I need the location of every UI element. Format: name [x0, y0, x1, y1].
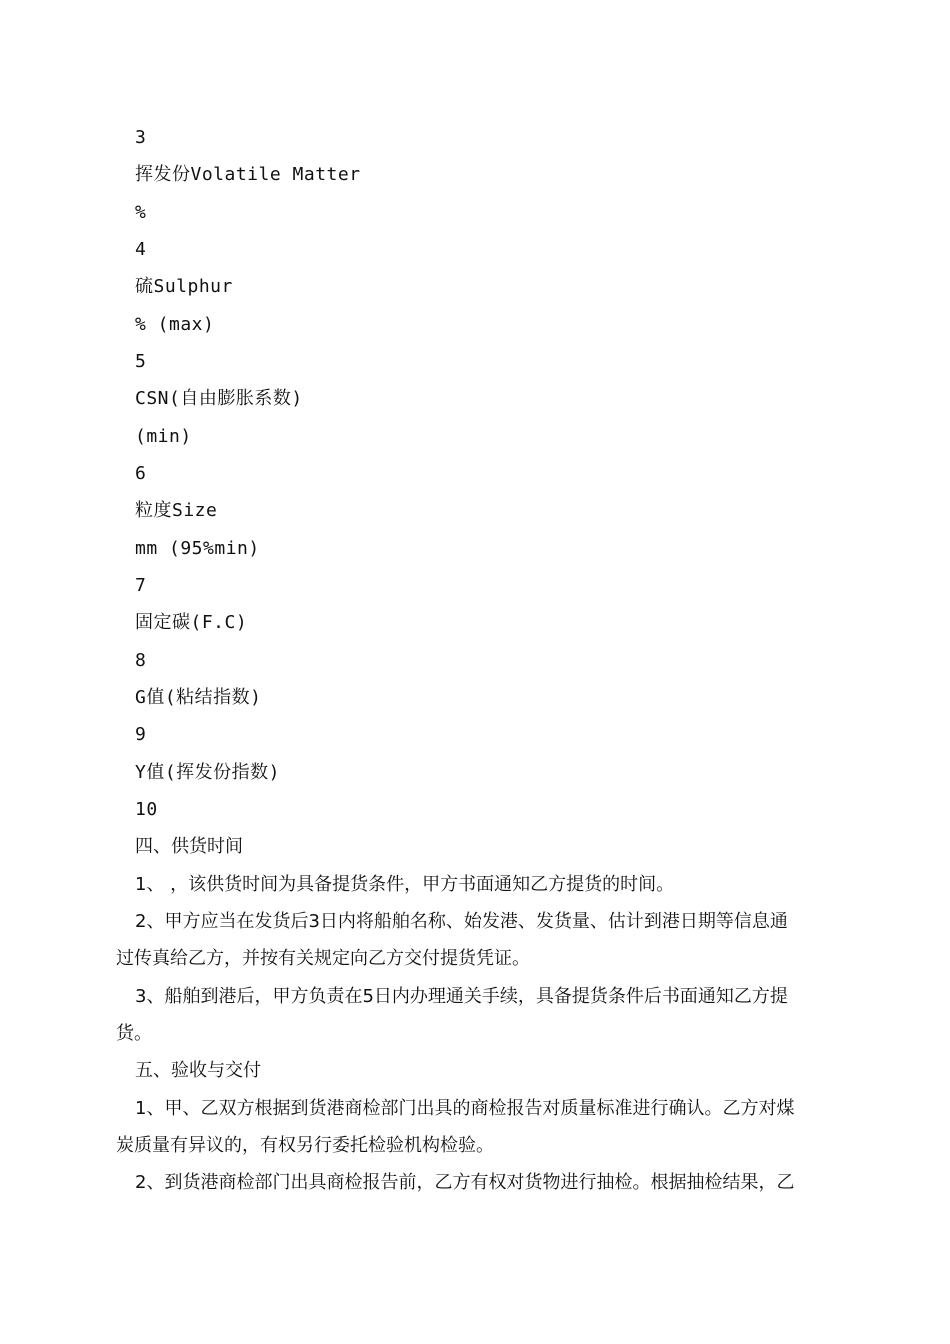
item-label: CSN(自由膨胀系数) — [135, 388, 303, 409]
paragraph-line: 2、甲方应当在发货后3日内将船舶名称、始发港、发货量、估计到港日期等信息通 — [135, 911, 788, 932]
item-label: 挥发份Volatile Matter — [135, 164, 361, 185]
item-number: 6 — [135, 463, 147, 484]
paragraph-line: 3、船舶到港后，甲方负责在5日内办理通关手续，具备提货条件后书面通知乙方提 — [135, 986, 788, 1007]
section-heading: 四、供货时间 — [135, 836, 243, 857]
paragraph-line: 1、甲、乙双方根据到货港商检部门出具的商检报告对质量标准进行确认。乙方对煤 — [135, 1098, 795, 1119]
item-number: 8 — [135, 650, 147, 671]
paragraph-line: 1、 ，该供货时间为具备提货条件，甲方书面通知乙方提货的时间。 — [135, 874, 675, 895]
item-label: 固定碳(F.C) — [135, 612, 248, 633]
item-number: 5 — [135, 351, 147, 372]
item-number: 3 — [135, 127, 147, 148]
item-label: Y值(挥发份指数) — [135, 762, 281, 783]
item-unit: mm (95%min) — [135, 538, 260, 559]
item-unit: % — [135, 202, 147, 223]
paragraph-line: 炭质量有异议的，有权另行委托检验机构检验。 — [116, 1135, 494, 1156]
item-number: 9 — [135, 724, 147, 745]
item-number: 7 — [135, 575, 147, 596]
item-label: 硫Sulphur — [135, 276, 233, 297]
item-label: G值(粘结指数) — [135, 687, 262, 708]
item-label: 粒度Size — [135, 500, 218, 521]
paragraph-line: 2、到货港商检部门出具商检报告前，乙方有权对货物进行抽检。根据抽检结果，乙 — [135, 1172, 795, 1193]
item-unit: (min) — [135, 426, 192, 447]
section-heading: 五、验收与交付 — [135, 1060, 261, 1081]
item-number: 10 — [135, 799, 158, 820]
item-number: 4 — [135, 239, 147, 260]
item-unit: % (max) — [135, 314, 215, 335]
paragraph-line: 过传真给乙方，并按有关规定向乙方交付提货凭证。 — [116, 948, 530, 969]
paragraph-line: 货。 — [116, 1023, 152, 1044]
